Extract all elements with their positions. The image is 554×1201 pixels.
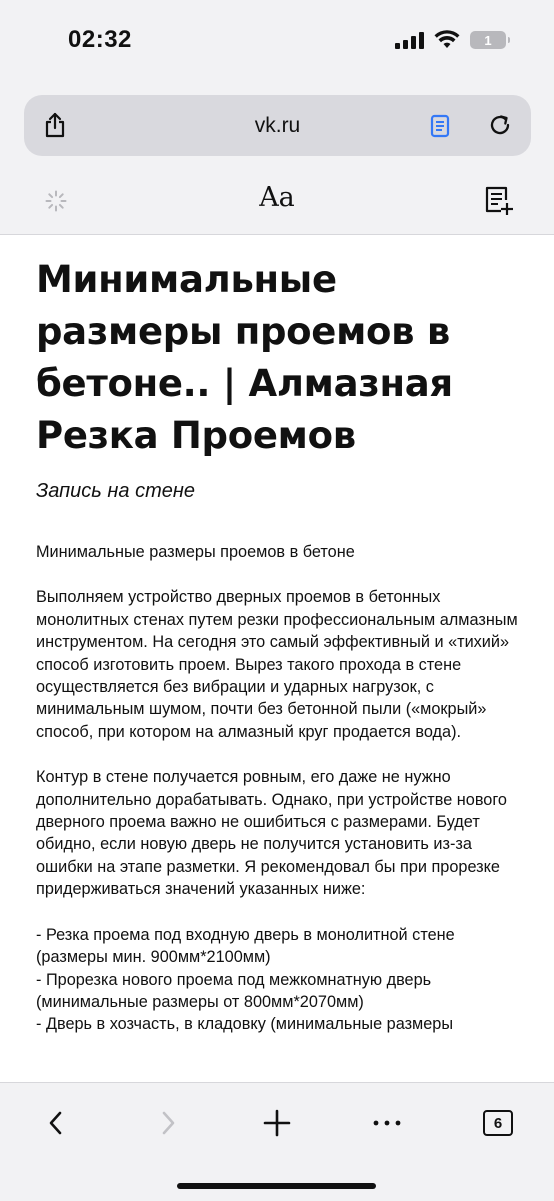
forward-button[interactable]	[150, 1105, 186, 1141]
add-to-reading-list-icon[interactable]	[482, 184, 514, 216]
article-title: Минимальные размеры проемов в бетоне.. | Алмазная Резка Проемов	[36, 258, 453, 457]
bottom-toolbar	[0, 1082, 554, 1201]
tabs-icon	[483, 1110, 513, 1136]
back-icon	[46, 1110, 66, 1136]
url-text[interactable]: vk.ru	[254, 114, 301, 137]
article-paragraph: Контур в стене получается ровным, его даже не нужно дополнительно дорабатывать. Однако, при устройстве нового дверного проема важно не ошибиться с размерами. Будет обидно, если новую дверь не получится установить из-за ошибки на этапе разметки. Я рекомендовал бы при прорезке придерживаться значений указанных ниже:	[36, 768, 512, 899]
reader-article	[36, 254, 523, 1082]
tabs-button[interactable]	[480, 1105, 516, 1141]
new-tab-icon	[263, 1109, 291, 1137]
browser-top-area	[0, 80, 554, 235]
wifi-icon	[434, 30, 460, 50]
reload-icon[interactable]	[487, 112, 513, 138]
more-button[interactable]	[369, 1105, 405, 1141]
new-tab-button[interactable]	[259, 1105, 295, 1141]
address-bar[interactable]	[24, 95, 531, 156]
status-bar	[0, 0, 554, 80]
article-paragraph: Выполняем устройство дверных проемов в бетонных монолитных стенах путем резки профессиональным алмазным инструментом. На сегодня это самый эффективный и «тихий» способ изготовить проем. Вырез такого прохода в стене осуществляется без вибрации и ударных нагрузок, с минимальным шумом, почти без бетонной пыли («мокрый» способ, при котором на алмазный круг продается вода).	[36, 588, 523, 741]
article-subtitle: Запись на стене	[36, 480, 195, 502]
more-icon	[372, 1119, 402, 1127]
article-paragraph: Минимальные размеры проемов в бетоне	[36, 543, 355, 561]
reader-mode-icon[interactable]	[427, 113, 453, 139]
back-button[interactable]	[38, 1105, 74, 1141]
home-indicator[interactable]	[177, 1183, 376, 1189]
battery-icon	[470, 31, 506, 49]
tab-count: 6	[493, 1114, 503, 1132]
status-time: 02:32	[68, 26, 132, 53]
status-icons	[395, 30, 506, 50]
reader-toolbar	[0, 176, 554, 234]
forward-icon	[158, 1110, 178, 1136]
cellular-signal-icon	[395, 31, 424, 49]
reader-text-settings-button[interactable]: Aa	[259, 182, 295, 213]
article-paragraph: - Резка проема под входную дверь в монолитной стене (размеры мин. 900мм*2100мм) - Прорезка нового проема под межкомнатную дверь (минимальные размеры от 800мм*2070мм) - Дверь в хозчасть, в кладовку (минимальные размеры	[36, 925, 455, 1034]
battery-level: 1	[484, 32, 492, 48]
